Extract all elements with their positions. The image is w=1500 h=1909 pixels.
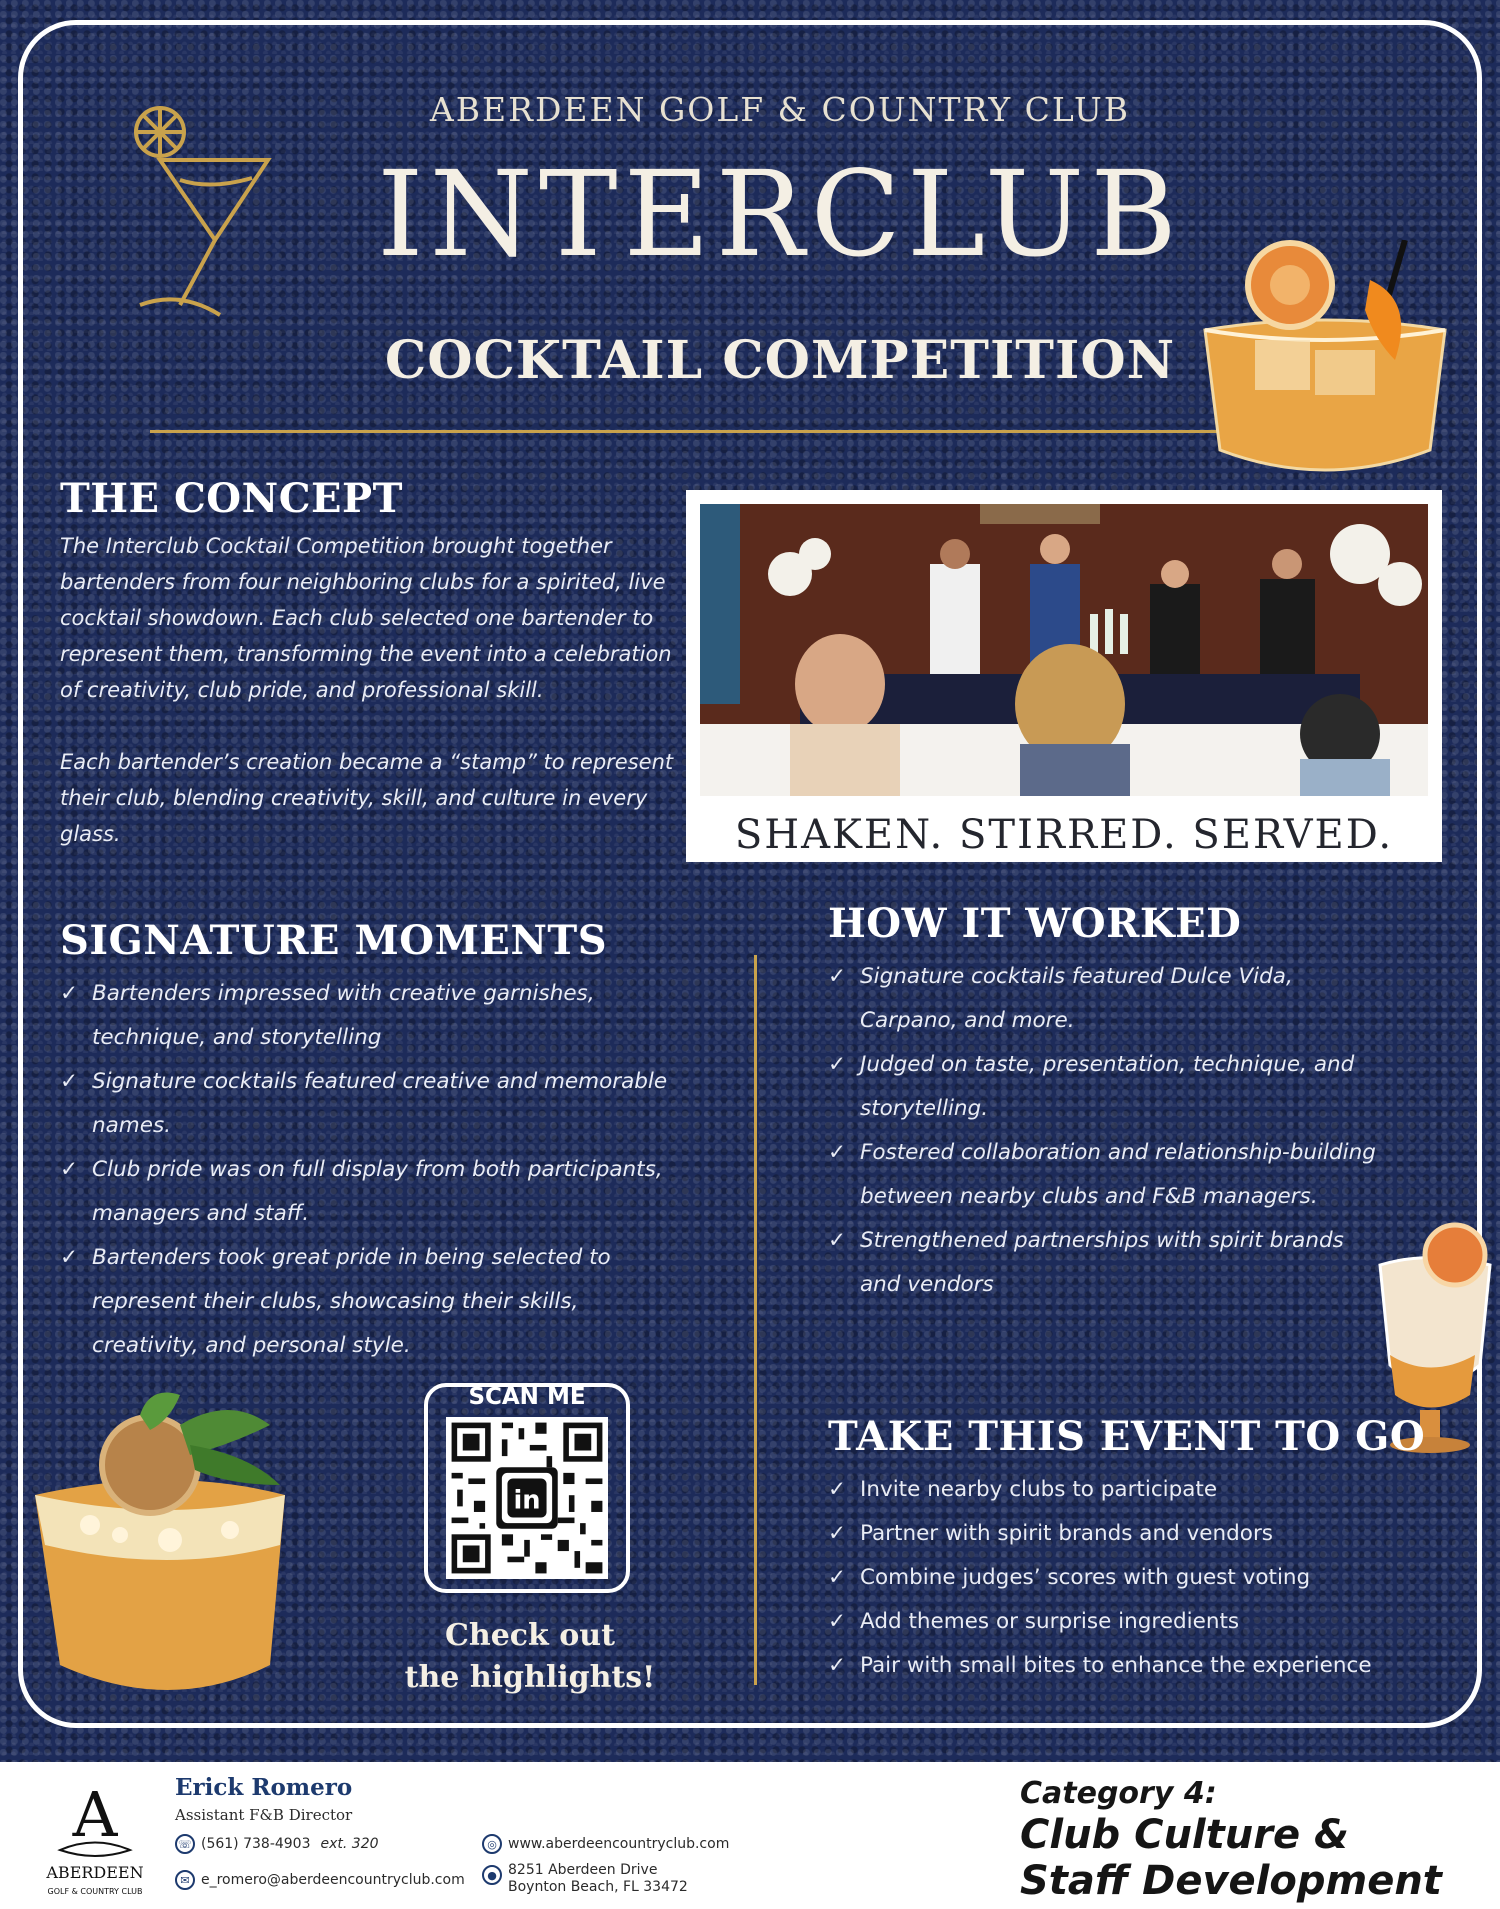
- take-event-to-go-list: [828, 1468, 1468, 1688]
- svg-text:A: A: [72, 1780, 118, 1851]
- email-icon: ✉: [175, 1870, 195, 1890]
- check-icon: ✓: [828, 1140, 847, 1165]
- check-icon: ✓: [60, 981, 79, 1006]
- concept-heading: THE CONCEPT: [60, 475, 403, 522]
- check-icon: ✓: [828, 1565, 847, 1590]
- check-icon: ✓: [828, 1653, 847, 1678]
- how-it-worked-heading: HOW IT WORKED: [828, 900, 1242, 947]
- location-pin-icon: ●: [482, 1865, 502, 1885]
- check-icon: ✓: [60, 1245, 79, 1270]
- contact-email[interactable]: ✉ e_romero@aberdeencountryclub.com: [175, 1870, 465, 1890]
- contact-website[interactable]: ◎ www.aberdeencountryclub.com: [482, 1834, 729, 1854]
- list-item: ✓ Add themes or surprise ingredients: [828, 1600, 1468, 1644]
- signature-moments-heading: SIGNATURE MOMENTS: [60, 917, 608, 964]
- column-divider: [754, 955, 757, 1685]
- list-item: ✓ Signature cocktails featured creative and memorable names.: [60, 1060, 690, 1148]
- contact-title: Assistant F&B Director: [175, 1806, 353, 1824]
- how-it-worked-list: [828, 955, 1388, 1307]
- check-icon: ✓: [828, 1609, 847, 1634]
- check-icon: ✓: [60, 1157, 79, 1182]
- list-item: ✓ Strengthened partnerships with spirit brands and vendors: [828, 1219, 1388, 1307]
- list-item: ✓ Invite nearby clubs to participate: [828, 1468, 1468, 1512]
- list-item: ✓ Bartenders impressed with creative garnishes, technique, and storytelling: [60, 972, 690, 1060]
- aberdeen-logo-mark: [40, 1780, 150, 1900]
- signature-moments-list: [60, 972, 690, 1368]
- list-item: ✓ Partner with spirit brands and vendors: [828, 1512, 1468, 1556]
- category-name: Staff Development: [1020, 1858, 1442, 1904]
- event-photo-card: [686, 490, 1442, 862]
- category-name: Club Culture &: [1020, 1812, 1349, 1858]
- qr-code[interactable]: [446, 1417, 608, 1579]
- club-name: ABERDEEN GOLF & COUNTRY CLUB: [429, 90, 1131, 129]
- cocktail-glass-image: [30, 1385, 300, 1705]
- svg-text:in: in: [513, 1485, 541, 1516]
- event-photo: [700, 504, 1428, 796]
- concept-paragraph: Each bartender’s creation became a “stamp” to represent their club, blending creativity, skill, and culture in every glass.: [60, 750, 674, 846]
- contact-address: ● 8251 Aberdeen Drive Boynton Beach, FL 33472: [482, 1862, 688, 1896]
- phone-icon: ☏: [175, 1834, 195, 1854]
- check-icon: ✓: [828, 1477, 847, 1502]
- list-item: ✓ Judged on taste, presentation, technique, and storytelling.: [828, 1043, 1388, 1131]
- qr-code-box[interactable]: [424, 1383, 630, 1593]
- globe-icon: ◎: [482, 1834, 502, 1854]
- check-icon: ✓: [60, 1069, 79, 1094]
- contact-name: Erick Romero: [175, 1774, 353, 1801]
- concept-body: [60, 528, 675, 852]
- concept-paragraph: The Interclub Cocktail Competition brought together bartenders from four neighboring clubs for a spirited, live cocktail showdown. Each club selected one bartender to represent them, transforming the event into a celebration of creativity, club pride, and professional skill.: [60, 534, 672, 702]
- qr-label: SCAN ME: [468, 1384, 586, 1410]
- check-icon: ✓: [828, 964, 847, 989]
- check-icon: ✓: [828, 1521, 847, 1546]
- list-item: ✓ Club pride was on full display from both participants, managers and staff.: [60, 1148, 690, 1236]
- check-icon: ✓: [828, 1228, 847, 1253]
- footer: [0, 1762, 1500, 1909]
- aberdeen-logo: [40, 1780, 150, 1900]
- check-icon: ✓: [828, 1052, 847, 1077]
- page-title: INTERCLUB: [377, 145, 1183, 283]
- page-subtitle: COCKTAIL COMPETITION: [384, 330, 1176, 391]
- bartenders-photo-illustration: [700, 504, 1428, 796]
- qr-call-to-action: Check out the highlights!: [404, 1618, 656, 1695]
- photo-caption: SHAKEN. STIRRED. SERVED.: [734, 812, 1394, 858]
- svg-text:GOLF & COUNTRY CLUB: GOLF & COUNTRY CLUB: [47, 1887, 143, 1896]
- category-number: Category 4:: [1020, 1776, 1217, 1811]
- take-event-to-go-heading: TAKE THIS EVENT TO GO: [828, 1413, 1426, 1460]
- list-item: ✓ Fostered collaboration and relationship-building between nearby clubs and F&B managers.: [828, 1131, 1388, 1219]
- list-item: ✓ Bartenders took great pride in being selected to represent their clubs, showcasing their skills, creativity, and personal style.: [60, 1236, 690, 1368]
- contact-phone[interactable]: ☏ (561) 738-4903 ext. 320: [175, 1834, 379, 1854]
- title-divider: [150, 430, 1235, 433]
- martini-glass-icon: [120, 100, 280, 340]
- list-item: ✓ Pair with small bites to enhance the experience: [828, 1644, 1468, 1688]
- list-item: ✓ Signature cocktails featured Dulce Vida, Carpano, and more.: [828, 955, 1388, 1043]
- list-item: ✓ Combine judges’ scores with guest voting: [828, 1556, 1468, 1600]
- svg-text:ABERDEEN: ABERDEEN: [46, 1863, 144, 1882]
- cocktail-glass-image: [1195, 240, 1455, 490]
- award-category: [1020, 1776, 1480, 1904]
